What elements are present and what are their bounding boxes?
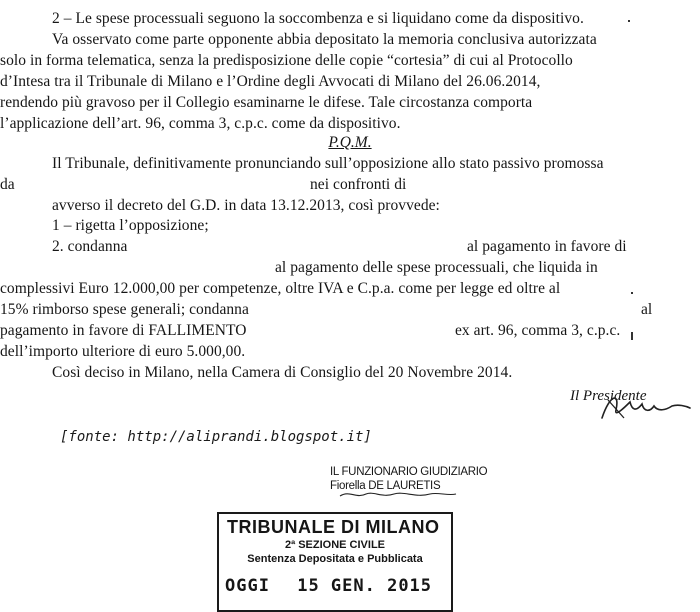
pqm-heading: P.Q.M.: [328, 134, 372, 151]
official-block: [330, 465, 500, 493]
ruling-payment: pagamento in favore di FALLIMENTO: [0, 322, 247, 339]
paragraph-costs: 2 – Le spese processuali seguono la soccombenza e si liquidano come da dispositivo.: [52, 10, 584, 27]
ruling-item-1: 1 – rigetta l’opposizione;: [52, 217, 209, 234]
text-line: Va osservato come parte opponente abbia depositato la memoria conclusiva autorizzata: [52, 31, 597, 48]
pqm-heading-wrap: [0, 134, 700, 152]
scan-speck: [631, 332, 633, 340]
source-note: [fonte: http://aliprandi.blogspot.it]: [60, 429, 372, 445]
paragraph-memory-line-3: [0, 73, 662, 91]
stamp-date: 15 GEN. 2015: [297, 576, 433, 596]
stamp-date-row: [225, 576, 432, 596]
stamp-section: 2ª SEZIONE CIVILE: [284, 539, 386, 551]
text-line: d’Intesa tra il Tribunale di Milano e l’Ordine degli Avvocati di Milano del 26.06.2014,: [0, 73, 541, 90]
official-signature-icon: [338, 490, 458, 500]
official-name: Fiorella DE LAURETIS: [330, 480, 441, 492]
ruling-intro: Il Tribunale, definitivamente pronunciando sull’opposizione allo stato passivo promossa: [52, 155, 604, 172]
paragraph-memory-line-4: [0, 94, 662, 112]
ruling-additional: dell’importo ulteriore di euro 5.000,00.: [0, 343, 246, 360]
ruling-amount-line: [0, 280, 662, 298]
scan-speck: [631, 292, 633, 294]
ruling-da: da: [0, 176, 15, 193]
scan-speck: [628, 20, 630, 22]
ruling-costs: al pagamento delle spese processuali, che liquida in: [275, 259, 598, 276]
ruling-counterparty: nei confronti di: [310, 176, 407, 193]
official-title: IL FUNZIONARIO GIUDIZIARIO: [330, 466, 488, 478]
stamp-status: Sentenza Depositata e Pubblicata: [247, 553, 423, 565]
stamp-title: TRIBUNALE DI MILANO: [227, 517, 440, 537]
paragraph-memory-line-2: [0, 52, 662, 70]
ruling-general-costs: 15% rimborso spese generali; condanna: [0, 301, 249, 318]
president-label: Il Presidente: [570, 388, 647, 404]
paragraph-memory-line-1: [52, 31, 662, 49]
decision-place-date: Così deciso in Milano, nella Camera di Consiglio del 20 Novembre 2014.: [52, 364, 513, 381]
ruling-item-2-tail: al pagamento in favore di: [467, 238, 627, 255]
signature-icon: [596, 388, 694, 424]
court-stamp: [217, 512, 453, 612]
ruling-item-2: 2. condanna: [52, 238, 128, 255]
ruling-al: al: [641, 301, 653, 318]
ruling-article: ex art. 96, comma 3, c.p.c.: [455, 322, 621, 339]
stamp-today-label: OGGI: [225, 576, 270, 596]
text-line: complessivi Euro 12.000,00 per competenze, oltre IVA e C.p.a. come per legge ed oltre al: [0, 280, 561, 297]
text-line: solo in forma telematica, senza la predisposizione delle copie “cortesia” di cui al Protocollo: [0, 52, 573, 69]
paragraph-memory-line-5: l’applicazione dell’art. 96, comma 3, c.p.c. come da dispositivo.: [0, 115, 401, 132]
ruling-decree: avverso il decreto del G.D. in data 13.12.2013, così provvede:: [52, 197, 440, 214]
text-line: rendendo più gravoso per il Collegio esaminarne le difese. Tale circostanza comporta: [0, 94, 533, 111]
